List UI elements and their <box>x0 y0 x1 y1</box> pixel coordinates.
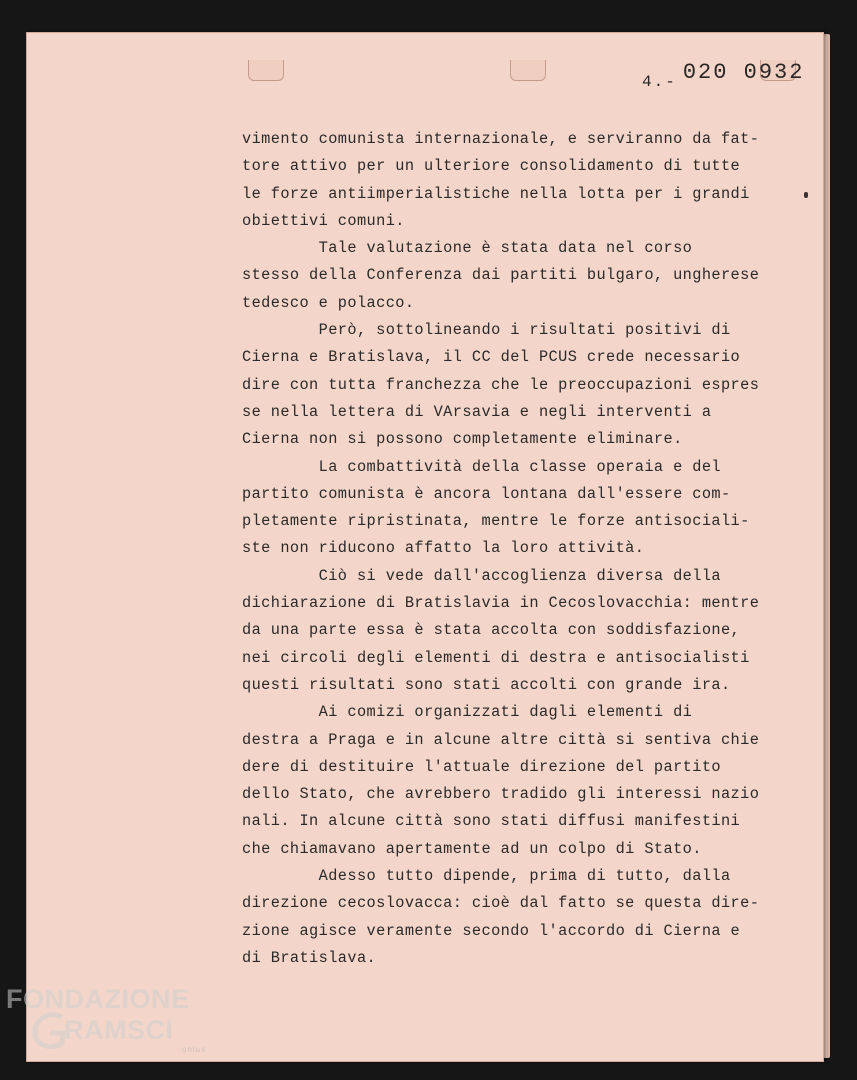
margin-mark <box>804 192 808 198</box>
text-line: che chiamavano apertamente ad un colpo di Stato. <box>242 839 702 858</box>
watermark-line-2-text: RAMSCI <box>64 1015 174 1045</box>
text-line: obiettivi comuni. <box>242 211 405 230</box>
text-line: se nella lettera di VArsavia e negli interventi a <box>242 402 712 421</box>
text-line: partito comunista è ancora lontana dall'essere com- <box>242 484 731 503</box>
text-line: Però, sottolineando i risultati positivi di <box>242 321 731 340</box>
text-line: Cierna e Bratislava, il CC del PCUS crede necessario <box>242 348 741 367</box>
text-line: ste non riducono affatto la loro attività. <box>242 539 645 558</box>
text-line: direzione cecoslovacca: cioè dal fatto se questa dire- <box>242 894 760 913</box>
text-line: Ai comizi organizzati dagli elementi di <box>242 703 693 722</box>
fondazione-gramsci-watermark <box>6 984 207 1054</box>
text-line: questi risultati sono stati accolti con grande ira. <box>242 675 731 694</box>
text-line: Adesso tutto dipende, prima di tutto, dalla <box>242 867 731 886</box>
page-number: 4.- <box>642 73 677 91</box>
watermark-line-1: FONDAZIONE <box>6 984 190 1014</box>
watermark-sub: onlus <box>182 1045 207 1054</box>
text-line: stesso della Conferenza dai partiti bulgaro, ungherese <box>242 266 760 285</box>
page-header <box>642 60 804 91</box>
text-line: Tale valutazione è stata data nel corso <box>242 239 693 258</box>
text-line: vimento comunista internazionale, e serviranno da fat- <box>242 130 760 148</box>
text-line: da una parte essa è stata accolta con soddisfazione, <box>242 621 741 640</box>
binding-hole-mark <box>510 60 546 81</box>
text-line: dello Stato, che avrebbero tradido gli interessi nazio <box>242 785 760 804</box>
text-line: tedesco e polacco. <box>242 293 415 312</box>
text-line: le forze antiimperialistiche nella lotta per i grandi <box>242 184 750 203</box>
text-line: tore attivo per un ulteriore consolidamento di tutte <box>242 157 741 176</box>
binding-hole-mark <box>248 60 284 81</box>
text-line: Cierna non si possono completamente eliminare. <box>242 430 683 449</box>
text-line: pletamente ripristinata, mentre le forze antisociali- <box>242 512 750 531</box>
text-line: dichiarazione di Bratislavia in Cecoslovacchia: mentre <box>242 594 760 613</box>
text-line: destra a Praga e in alcune altre città si sentiva chie <box>242 730 760 749</box>
archive-number: 020 0932 <box>682 60 805 85</box>
text-line: Ciò si vede dall'accoglienza diversa della <box>242 566 721 585</box>
watermark-line-2 <box>6 1017 190 1044</box>
text-line: La combattività della classe operaia e del <box>242 457 721 476</box>
text-line: nali. In alcune città sono stati diffusi manifestini <box>242 812 741 831</box>
text-line: dire con tutta franchezza che le preoccupazioni espres <box>242 375 760 394</box>
text-line: di Bratislava. <box>242 948 377 967</box>
text-line: dere di destituire l'attuale direzione del partito <box>242 757 721 776</box>
gramsci-g-logo-icon <box>32 1011 70 1051</box>
typed-text-body <box>242 126 762 972</box>
text-line: nei circoli degli elementi di destra e antisocialisti <box>242 648 750 667</box>
text-line: zione agisce veramente secondo l'accordo di Cierna e <box>242 921 741 940</box>
